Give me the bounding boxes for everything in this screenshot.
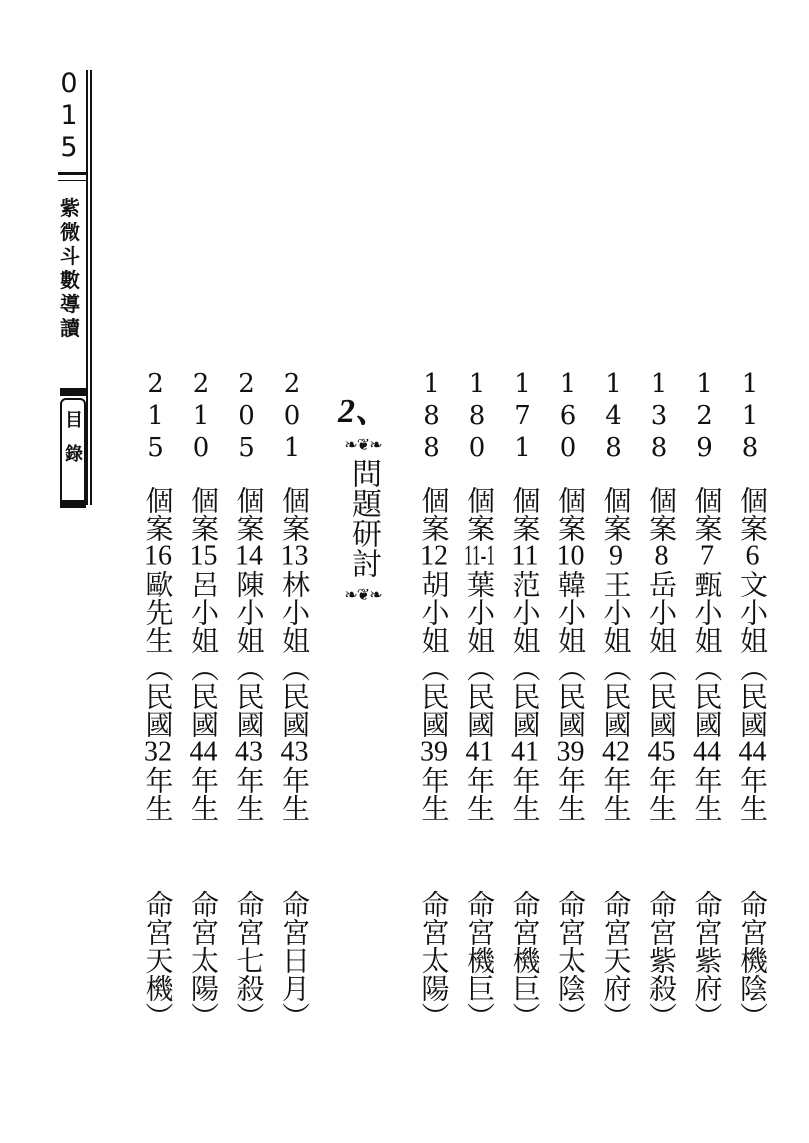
- toc-case-label: 個案12: [417, 486, 451, 570]
- toc-life-palace: 命宮太陽）: [417, 890, 451, 1030]
- toc-entry: [458, 368, 496, 1030]
- toc-birth-year: （民國39年生: [554, 654, 587, 822]
- toc-person: 胡小姐: [417, 570, 451, 654]
- toc-case-line: [413, 486, 451, 822]
- toc-life-palace: 命宮日月）: [278, 890, 311, 1030]
- toc-entry: [549, 368, 587, 1030]
- toc-birth-year: （民國45年生: [645, 654, 678, 822]
- toc-case-line: [273, 486, 311, 822]
- toc-entry: [731, 368, 769, 1030]
- toc-case-label: 個案9: [599, 486, 633, 570]
- toc-person: 岳小姐: [645, 570, 678, 654]
- toc-entry: [228, 368, 266, 1030]
- toc-page-number: 201: [283, 369, 301, 463]
- toc-entry: [182, 368, 220, 1030]
- toc-person: 韓小姐: [554, 570, 587, 654]
- toc-page-number: 160: [559, 369, 577, 463]
- toc-person: 范小姐: [508, 570, 542, 654]
- toc-case-line: [137, 486, 175, 822]
- toc-page-number: 118: [741, 369, 759, 463]
- toc-birth-year: （民國44年生: [690, 654, 724, 822]
- toc-page-number: 129: [696, 369, 713, 463]
- toc-entry: [640, 368, 678, 1030]
- toc-person: 呂小姐: [187, 570, 220, 654]
- toc-entry: [595, 368, 633, 1030]
- toc-page-number: 210: [192, 369, 210, 463]
- toc-case-line: [182, 486, 220, 822]
- toc-case-label: 個案14: [232, 486, 266, 570]
- toc-person: 陳小姐: [232, 570, 266, 654]
- toc-birth-year: （民國39年生: [417, 654, 451, 822]
- toc-birth-year: （民國41年生: [463, 654, 496, 822]
- section-tab-label: 目錄: [65, 410, 83, 465]
- toc-page-number: 180: [468, 369, 486, 463]
- toc-life-palace: 命宮太陰）: [554, 890, 587, 1030]
- toc-page-number: 171: [514, 369, 531, 463]
- toc-birth-year: （民國42年生: [599, 654, 633, 822]
- toc-life-palace: 命宮機巨）: [508, 890, 542, 1030]
- toc-birth-year: （民國44年生: [736, 654, 769, 822]
- toc-person: 歐先生: [141, 570, 175, 654]
- ornament-bottom: ❧❦❧: [344, 585, 382, 604]
- page-number: 015: [60, 68, 78, 163]
- toc-entry: [137, 368, 175, 1030]
- book-title: 紫微斗數導讀: [60, 196, 80, 340]
- toc-birth-year: （民國44年生: [187, 654, 220, 822]
- toc-life-palace: 命宮天機）: [141, 890, 175, 1030]
- toc-case-line: [228, 486, 266, 822]
- toc-page-number: 138: [650, 369, 668, 463]
- toc-case-line: [640, 486, 678, 822]
- toc-entry: [273, 368, 311, 1030]
- section-heading: [338, 392, 388, 608]
- toc-case-label: 個案8: [645, 486, 678, 570]
- toc-case-line: [458, 486, 496, 822]
- margin-rule-thin: [58, 180, 86, 181]
- toc-page-number: 188: [423, 369, 440, 463]
- toc-case-line: [504, 486, 542, 822]
- toc-birth-year: （民國41年生: [508, 654, 542, 822]
- margin-bar: [86, 70, 92, 505]
- toc-life-palace: 命宮機陰）: [736, 890, 769, 1030]
- toc-entry: [504, 368, 542, 1030]
- toc-person: 文小姐: [736, 570, 769, 654]
- toc-page-number: 215: [147, 369, 164, 463]
- toc-birth-year: （民國43年生: [278, 654, 311, 822]
- toc-case-label: 個案7: [690, 486, 724, 570]
- toc-person: 王小姐: [599, 570, 633, 654]
- toc-life-palace: 命宮紫府）: [690, 890, 724, 1030]
- toc-case-label: 個案13: [278, 486, 311, 570]
- section-number: 2、: [338, 393, 389, 430]
- toc-case-line: [686, 486, 724, 822]
- toc-life-palace: 命宮七殺）: [232, 890, 266, 1030]
- toc-case-label: 個案11-1: [463, 486, 496, 570]
- toc-case-label: 個案6: [736, 486, 769, 570]
- toc-case-line: [595, 486, 633, 822]
- toc-page-number: 148: [605, 369, 622, 463]
- toc-life-palace: 命宮機巨）: [463, 890, 496, 1030]
- toc-case-label: 個案15: [187, 486, 220, 570]
- toc-case-line: [549, 486, 587, 822]
- toc-life-palace: 命宮紫殺）: [645, 890, 678, 1030]
- toc-case-label: 個案11: [508, 486, 542, 570]
- ornament-top: ❧❦❧: [344, 435, 382, 454]
- toc-birth-year: （民國32年生: [141, 654, 175, 822]
- toc-person: 甄小姐: [690, 570, 724, 654]
- toc-entry: [413, 368, 451, 1030]
- section-tab-bottom-cap: [60, 500, 86, 508]
- margin-rule-top: [58, 172, 86, 175]
- toc-entry: [686, 368, 724, 1030]
- toc-life-palace: 命宮天府）: [599, 890, 633, 1030]
- toc-case-line: [731, 486, 769, 822]
- section-title: 問題研討: [346, 458, 381, 578]
- toc-case-label: 個案10: [554, 486, 587, 570]
- toc-birth-year: （民國43年生: [232, 654, 266, 822]
- toc-page-number: 205: [238, 369, 255, 463]
- toc-person: 林小姐: [278, 570, 311, 654]
- section-tab-top-cap: [60, 388, 86, 396]
- toc-case-label: 個案16: [141, 486, 175, 570]
- toc-life-palace: 命宮太陽）: [187, 890, 220, 1030]
- toc-person: 葉小姐: [463, 570, 496, 654]
